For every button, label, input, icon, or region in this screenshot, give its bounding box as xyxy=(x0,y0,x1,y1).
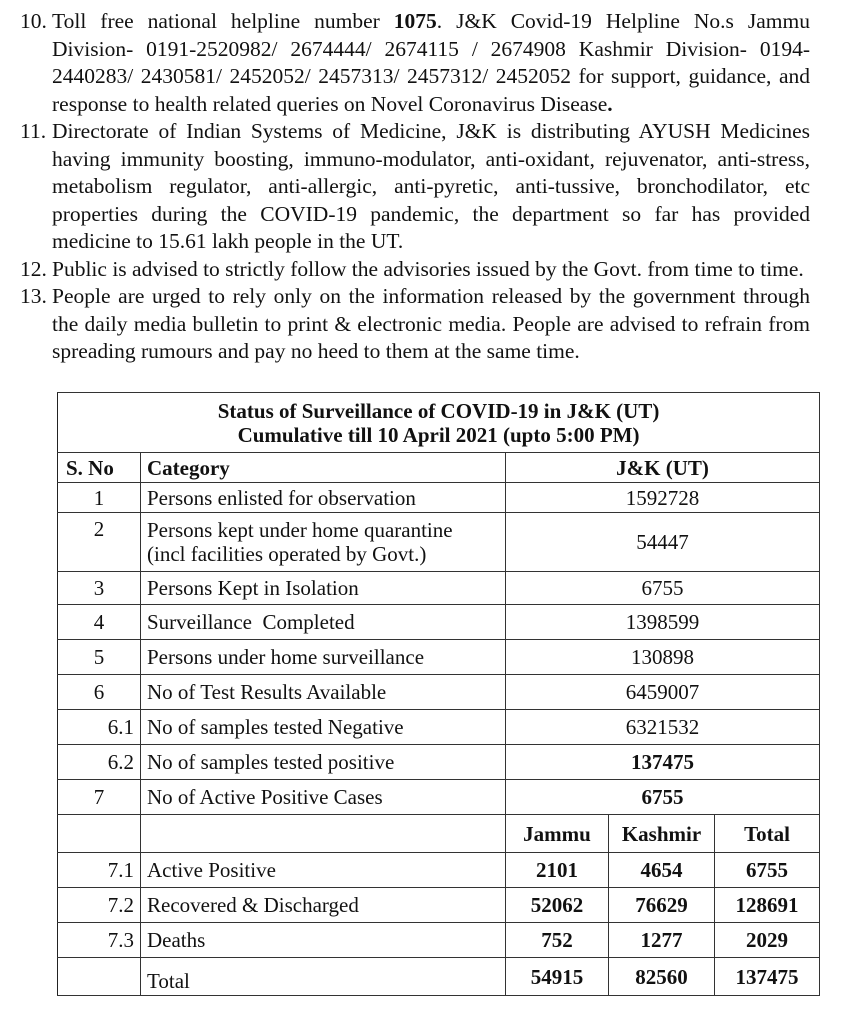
row-category: No of Test Results Available xyxy=(141,675,506,710)
header-total: Total xyxy=(715,815,820,853)
advisory-text: People are urged to rely only on the information released by the government through the daily media bulletin to print & electronic media. People are advised to refrain from spreading rumours and pay no heed to them at the same time. xyxy=(52,284,810,363)
table-title-line1: Status of Surveillance of COVID-19 in J&K (UT) xyxy=(217,398,660,423)
row-category: Persons enlisted for observation xyxy=(141,483,506,513)
table-row xyxy=(58,605,820,640)
row-kashmir: 76629 xyxy=(609,888,715,923)
row-sno: 4 xyxy=(58,605,141,640)
header-jammu: Jammu xyxy=(506,815,609,853)
row-jammu: 52062 xyxy=(506,888,609,923)
row-category xyxy=(141,513,506,572)
advisory-number: 13. xyxy=(20,284,47,308)
row-total: 128691 xyxy=(715,888,820,923)
row-category-line1: Persons kept under home quarantine xyxy=(147,518,453,542)
advisory-text-part: Toll free national helpline number xyxy=(52,9,394,33)
header-kashmir: Kashmir xyxy=(609,815,715,853)
row-kashmir: 1277 xyxy=(609,923,715,958)
table-row xyxy=(58,675,820,710)
advisory-item-12 xyxy=(20,256,810,284)
row-jammu: 752 xyxy=(506,923,609,958)
row-category-line2: (incl facilities operated by Govt.) xyxy=(147,542,427,566)
row-value: 6755 xyxy=(506,572,820,605)
row-category: No of Active Positive Cases xyxy=(141,780,506,815)
empty-cell xyxy=(141,815,506,853)
row-value: 6459007 xyxy=(506,675,820,710)
row-kashmir: 82560 xyxy=(609,958,715,996)
table-row xyxy=(58,923,820,958)
row-value: 6755 xyxy=(506,780,820,815)
advisory-text-part: . xyxy=(607,91,613,116)
empty-cell xyxy=(58,815,141,853)
row-kashmir: 4654 xyxy=(609,853,715,888)
row-value: 1592728 xyxy=(506,483,820,513)
row-sno: 7.3 xyxy=(58,923,141,958)
row-total: 137475 xyxy=(715,958,820,996)
advisory-list xyxy=(20,8,810,366)
row-sno: 6.1 xyxy=(58,710,141,745)
row-sno: 6 xyxy=(58,675,141,710)
row-category: Recovered & Discharged xyxy=(141,888,506,923)
table-row xyxy=(58,640,820,675)
row-sno: 7 xyxy=(58,780,141,815)
advisory-item-11 xyxy=(20,118,810,256)
advisory-item-13 xyxy=(20,283,810,366)
row-category: Surveillance Completed xyxy=(141,605,506,640)
table-row xyxy=(58,710,820,745)
advisory-text: Public is advised to strictly follow the advisories issued by the Govt. from time to time. xyxy=(52,256,804,281)
row-category: No of samples tested Negative xyxy=(141,710,506,745)
row-category: No of samples tested positive xyxy=(141,745,506,780)
row-value: 137475 xyxy=(506,745,820,780)
table-row xyxy=(58,483,820,513)
row-sno: 7.2 xyxy=(58,888,141,923)
advisory-text xyxy=(52,8,810,118)
advisory-number: 12. xyxy=(20,256,47,281)
advisory-number: 10. xyxy=(20,9,47,33)
table-row xyxy=(58,513,820,572)
row-value: 1398599 xyxy=(506,605,820,640)
row-value: 130898 xyxy=(506,640,820,675)
row-category: Active Positive xyxy=(141,853,506,888)
row-category: Deaths xyxy=(141,923,506,958)
header-sno: S. No xyxy=(58,453,141,483)
row-sno: 7.1 xyxy=(58,853,141,888)
breakdown-header-row xyxy=(58,815,820,853)
row-jammu: 54915 xyxy=(506,958,609,996)
row-sno: 1 xyxy=(58,483,141,513)
row-jammu: 2101 xyxy=(506,853,609,888)
row-value: 54447 xyxy=(506,513,820,572)
row-sno: 2 xyxy=(58,513,141,572)
row-sno: 6.2 xyxy=(58,745,141,780)
table-row xyxy=(58,745,820,780)
advisory-text: Directorate of Indian Systems of Medicine, J&K is distributing AYUSH Medicines having immunity boosting, immuno-modulator, anti-oxidant, rejuvenator, anti-stress, metabolism regulator, anti-allergic, anti-pyretic, anti-tussive, bronchodilator, etc properties during the COVID-19 pandemic, the department so far has provided medicine to 15.61 lakh people in the UT. xyxy=(52,119,810,253)
table-title-line2: Cumulative till 10 April 2021 (upto 5:00 PM) xyxy=(237,422,640,447)
row-category: Total xyxy=(141,958,506,996)
table-title-row xyxy=(58,393,820,453)
surveillance-status-table xyxy=(57,392,820,996)
advisory-number: 11. xyxy=(20,119,47,143)
row-sno xyxy=(58,958,141,996)
row-sno: 3 xyxy=(58,572,141,605)
row-category: Persons under home surveillance xyxy=(141,640,506,675)
table-row xyxy=(58,572,820,605)
helpline-number: 1075 xyxy=(393,9,437,33)
table-header-row xyxy=(58,453,820,483)
table-row xyxy=(58,888,820,923)
total-row xyxy=(58,958,820,996)
table-row xyxy=(58,853,820,888)
row-value: 6321532 xyxy=(506,710,820,745)
row-total: 6755 xyxy=(715,853,820,888)
header-category: Category xyxy=(141,453,506,483)
advisory-item-10 xyxy=(20,8,810,118)
row-category: Persons Kept in Isolation xyxy=(141,572,506,605)
header-value: J&K (UT) xyxy=(506,453,820,483)
row-sno: 5 xyxy=(58,640,141,675)
advisory-text-part: . J&K Covid-19 Helpline No.s Jammu Division- 0191-2520982/ 2674444/ 2674115 / 2674908 Kashmir Division- 0194-2440283/ 2430581/ 2452052/ 2457313/ 2457312/ 2452052 for support, guidance, and response to health related queries on Novel Coronavirus Disease xyxy=(52,9,811,116)
table-title xyxy=(58,393,820,453)
row-total: 2029 xyxy=(715,923,820,958)
table-row xyxy=(58,780,820,815)
